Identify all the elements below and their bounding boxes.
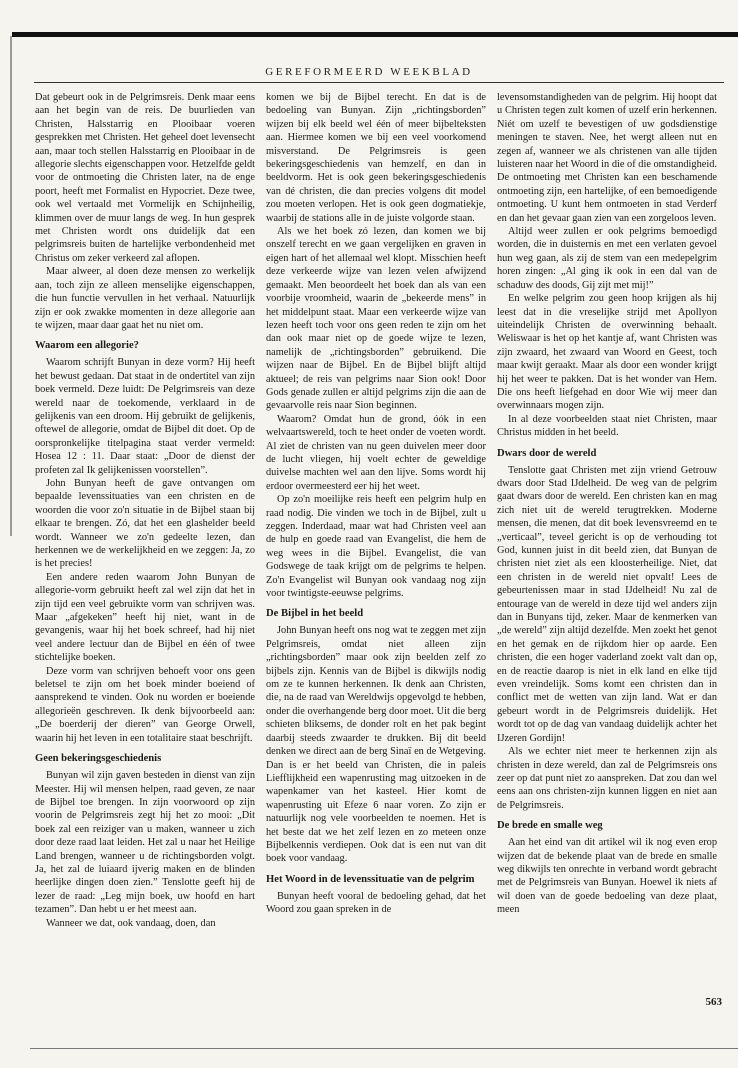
paragraph: Als we echter niet meer te herkennen zijn als christen in deze wereld, dan zal de Pelgrimsreis ons zeer op dat punt niet zo aanspreken. Dat zou dan wel eens aan ons christen-zijn kunnen liggen en niet aan de Pelgrimsreis. bbox=[497, 746, 717, 811]
section-heading: De Bijbel in het beeld bbox=[266, 608, 364, 620]
paragraph: Wanneer we dat, ook vandaag, doen, dan bbox=[46, 917, 216, 929]
running-header: GEREFORMEERD WEEKBLAD bbox=[265, 66, 473, 78]
paragraph: John Bunyan heeft de gave ontvangen om bepaalde levenssituaties van een christen en de woorden die voor zo'n situatie in de Bijbel staan bij elkaar te brengen. Zó, dat het een glashelder beeld wordt. Wanneer we zo'n gedeelte lezen, dan herkennen we de werkelijkheid en we zeggen: Ja, zo is het precies! bbox=[35, 477, 255, 570]
section-heading: De brede en smalle weg bbox=[497, 820, 603, 832]
bottom-rule bbox=[30, 1048, 738, 1049]
column-left bbox=[35, 91, 255, 930]
paragraph: Als we het boek zó lezen, dan komen we bij onszelf terecht en we gaan vergelijken en graven in eigen hart of het allemaal wel klopt. Misschien heeft deze verkeerde wijze van lezen velen afwijzend gemaakt. Men beoordeelt het boek dan als van een voorbije vroomheid, waarin de „bekeerde mens” in het middelpunt staat. Maar een verkeerde wijze van lezen heeft toch voor ons geen reden te zijn om het dan ook maar niet op de goede wijze te lezen, namelijk de „richtingsborden” gebruikend. Die wijzen naar de Bijbel. En de Bijbel blijft altijd aktueel; de reis van pelgrims naar Sion ook! Door Gods genade zullen er altijd pelgrims zijn die aan de gevaarvolle reis naar Sion beginnen. bbox=[266, 226, 486, 412]
binding-edge bbox=[10, 36, 12, 536]
paragraph: Maar alweer, al doen deze mensen zo werkelijk aan, toch zijn ze alleen menselijke eigenschappen, die hun functie vervullen in het verhaal. Natuurlijk zijn er ook zwakke momenten in deze allegorie aan te wijzen, maar daar gaat het nu niet om. bbox=[35, 266, 255, 331]
paragraph: Bunyan wil zijn gaven besteden in dienst van zijn Meester. Hij wil mensen helpen, raad geven, ze naar de Bijbel toe brengen. In zijn voorwoord op zijn voorin de Pelgrimsreis zegt hij het zo mooi: „Dit boek zal een reiziger van u maken, wanneer u zich door deze raad laat leiden. Het zal u naar het Heilige Land brengen, wanneer u de richtingsborden volgt. Ja, het zal de luiaard ijverig maken en de blinden heerlijke dingen doen zien.” Tenslotte geeft hij de lezer de raad: „Leg mijn boek, uw hoofd en hart tezamen”. Dan hebt u er het meest aan. bbox=[35, 770, 255, 916]
column-middle bbox=[266, 91, 486, 917]
section-heading: Waarom een allegorie? bbox=[35, 340, 139, 352]
paragraph: In al deze voorbeelden staat niet Christen, maar Christus midden in het beeld. bbox=[497, 413, 717, 439]
paragraph: Waarom schrijft Bunyan in deze vorm? Hij heeft het bewust gedaan. Dat staat in de ondertitel van zijn boek vermeld. Deze luidt: De Pelgrimsreis van deze wereld naar de toekomende, verklaard in de gelijkenis van een droom. Hij gebruikt de gelijkenis, oftewel de allegorie, omdat de Bijbel dit doet. Op de oorspronkelijke titelpagina staat verder vermeld: Hosea 12 : 11. Daar staat: „Door de dienst der profeten zal Ik gelijkenissen voorstellen”. bbox=[35, 357, 255, 476]
section-heading: Het Woord in de levenssituatie van de pelgrim bbox=[266, 873, 475, 885]
section-heading: Geen bekeringsgeschiedenis bbox=[35, 753, 162, 765]
header-rule bbox=[34, 82, 724, 83]
paragraph: komen we bij de Bijbel terecht. En dat is de bedoeling van Bunyan. Zijn „richtingsborden” wijzen bij elk beeld wel één of meer bijbelteksten aan. Hiermee komen we bij een veel voorkomend misverstand. De Pelgrimsreis is geen bekeringsgeschiedenis van hemzelf, en dan in beeldvorm. Het is ook geen bekeringsgeschiedenis van dé christen, die dan precies volgens dit model zou moeten verlopen. Het is ook geen dogmatiekje, waarbij de stations alle in de juiste volgorde staan. bbox=[266, 92, 486, 224]
paragraph: John Bunyan heeft ons nog wat te zeggen met zijn Pelgrimsreis, omdat niet alleen zijn „richtingsborden” maar ook zijn beelden zelf zo bijbels zijn. Kennis van de Bijbel is dikwijls nodig om ze te kunnen herkennen. Ik denk aan Christen, die, na de raad van Wereldwijs opgevolgd te hebben, onder die overhangende berg door moet. Uit die berg schieten bliksems, de donder rolt en het pak begint daarbij steeds zwaarder te drukken. Bij dit beeld denken we direct aan de berg Sinaï en de Wetgeving. Dan is er het beeld van Christen, die in paleis Liefflijkheid een wapenrusting mag uitzoeken in de wapenkamer van het kasteel. Hier komt de wapenrusting uit Efeze 6 naar voren. Zo zijn er natuurlijk nog vele voorbeelden te noemen. Het is het beste dat we het zelf lezen en zo meteen onze Bijbelkennis verdiepen. Ook dat is een nut van dit boek voor vandaag. bbox=[266, 625, 486, 865]
section-heading: Dwars door de wereld bbox=[497, 447, 597, 459]
paragraph: Tenslotte gaat Christen met zijn vriend Getrouw dwars door Stad IJdelheid. De weg van de pelgrim gaat dwars door de wereld. Een christen kan en mag zich niet uit de wereld terugtrekken. Moderne mensen, die menen, dat dit boek levensvreemd en te „verticaal”, teveel gericht is op de verhouding tot God, kunnen juist in dit beeld zien, dat Bunyan de christen niet ziet als een kloosterheilige. Niet, dat een christen in de wereld niet opvalt! Lees de gebeurtenissen maar in stad IJdelheid! Nu zal de entourage van de wereld in deze tijd wel anders zijn dan in Bunyans tijd, zeker. Maar de kenmerken van „de wereld” zijn altijd dezelfde. Men zoekt het genot en het gemak en de rijkdom hier op aarde. Een christen, die een hoger vaderland zoekt valt dan op, en de reactie daarop is niet in elk land en elke tijd even vreindelijk. Soms komt een christen dan in conflict met de wetten van zijn land. Wat er dan gebeurt wordt in de Pelgrimsreis duidelijk. Het wordt tot op de dag van vandaag duidelijk achter het IJzeren Gordijn! bbox=[497, 464, 717, 744]
paragraph: Op zo'n moeilijke reis heeft een pelgrim hulp en raad nodig. Die vinden we toch in de Bijbel, zult u zeggen. Inderdaad, maar wat had Christen veel aan de hulp en goede raad van Evangelist, die hem de weg wees in die Bijbel. Evangelist, die van Godswege de taak krijgt om de pelgrims te helpen. Zo'n Evangelist wil Bunyan ook vandaag nog zijn voor twintigste-eeuwse pelgrims. bbox=[266, 494, 486, 600]
paragraph: levensomstandigheden van de pelgrim. Hij hoopt dat u Christen tegen zult komen of uzelf erin herkennen. Niét om uzelf te bevestigen of uw godsdienstige meningen te staven. Nee, het wergt alleen nut en zegen af, wanneer we als christenen van alle tijden luisteren naar het Woord in die of die omstandigheid. De ontmoeting met Christen kan een beschamende ontmoeting zijn, een hartelijke, of een bemoedigende ontmoeting. U kunt hem ontmoeten in stad Verderf en dan het gevaar gaan zien van een zorgeloos leven. bbox=[497, 92, 718, 224]
page-number: 563 bbox=[705, 996, 722, 1008]
column-right bbox=[497, 91, 717, 917]
paragraph: Aan het eind van dit artikel wil ik nog even erop wijzen dat de bekende plaat van de brede en smalle weg dikwijls ten onrechte in verband wordt gebracht met de Pelgrimsreis van Bunyan. Hoewel ik niets af wil doen van de goede bedoeling van deze plaat, meen bbox=[497, 837, 717, 916]
top-border-rule bbox=[12, 32, 738, 37]
paragraph: En welke pelgrim zou geen hoop krijgen als hij leest dat in die vreselijke strijd met Apollyon uiteindelijk Christen de overwinning behaalt. Weliswaar is het op het kantje af, want Christen was zijn zwaard, het zwaard van Woord en Geest, toch maar kwijt geraakt. Maar als door een wonder krijgt hij het weer te pakken. Dat is het wonder van Hem. Die ons heeft liefgehad en door Wie wij meer dan overwinnaars mogen zijn. bbox=[497, 293, 717, 412]
paragraph: Deze vorm van schrijven behoeft voor ons geen beletsel te zijn om het boek minder boeiend of aansprekend te vinden. Ook nu worden er boeiende allegorieën geschreven. Ik denk bijvoorbeeld aan: „De boerderij der dieren” van George Orwell, waarin hij het leven in een totalitaire staat beschrijft. bbox=[35, 665, 255, 744]
paragraph: Waarom? Omdat hun de grond, óók in een welvaartswereld, toch te heet onder de voeten wordt. Al ziet de christen van nu geen duivelen meer door de lucht vliegen, hij voelt echter de geweldige duivelse machten wel aan den lijve. Soms wordt hij erdoor overmeesterd eer hij het weet. bbox=[266, 413, 486, 492]
paragraph: Een andere reden waarom John Bunyan de allegorie-vorm gebruikt heeft zal wel zijn dat het in zijn tijd een veel gebruikte vorm van schrijven was. Maar „afgekeken” heeft hij niet, want in de gevangenis, waar hij het boek schreef, had hij niet veel andere lectuur dan de Bijbel en één of twee stichtelijke boeken. bbox=[35, 571, 255, 664]
paragraph: Altijd weer zullen er ook pelgrims bemoedigd worden, die in duisternis en met een verlaten gevoel hun weg gaan, als zij de stem van een medepelgrim horen zingen: „Al ging ik ook in een dal van de schaduw des doods, Gij zijt met mij!” bbox=[497, 226, 717, 291]
paragraph: Bunyan heeft vooral de bedoeling gehad, dat het Woord zou gaan spreken in de bbox=[266, 890, 486, 916]
paragraph: Dat gebeurt ook in de Pelgrimsreis. Denk maar eens aan het begin van de reis. De buurlieden van Christen, Halsstarrig en Plooibaar voeren gesprekken met Christen. Het geheel doet levensecht aan, maar toch stellen Halsstarrig en Plooibaar in de allegorie slechts eigenschappen voor. Hetzelfde geldt voor de ontmoeting die Christen later, na de enge poort, heeft met Formalist en Hypocriet. Deze twee, ook wel vertaald met Vormelijk en Schijnheilig, klimmen over de muur langs de weg. In hun gesprek met Christen wordt ons duidelijk dat een pelgrimsreis buiten de hartelijke verbondenheid met Christus om zeker verkeerd zal aflopen. bbox=[35, 92, 256, 264]
